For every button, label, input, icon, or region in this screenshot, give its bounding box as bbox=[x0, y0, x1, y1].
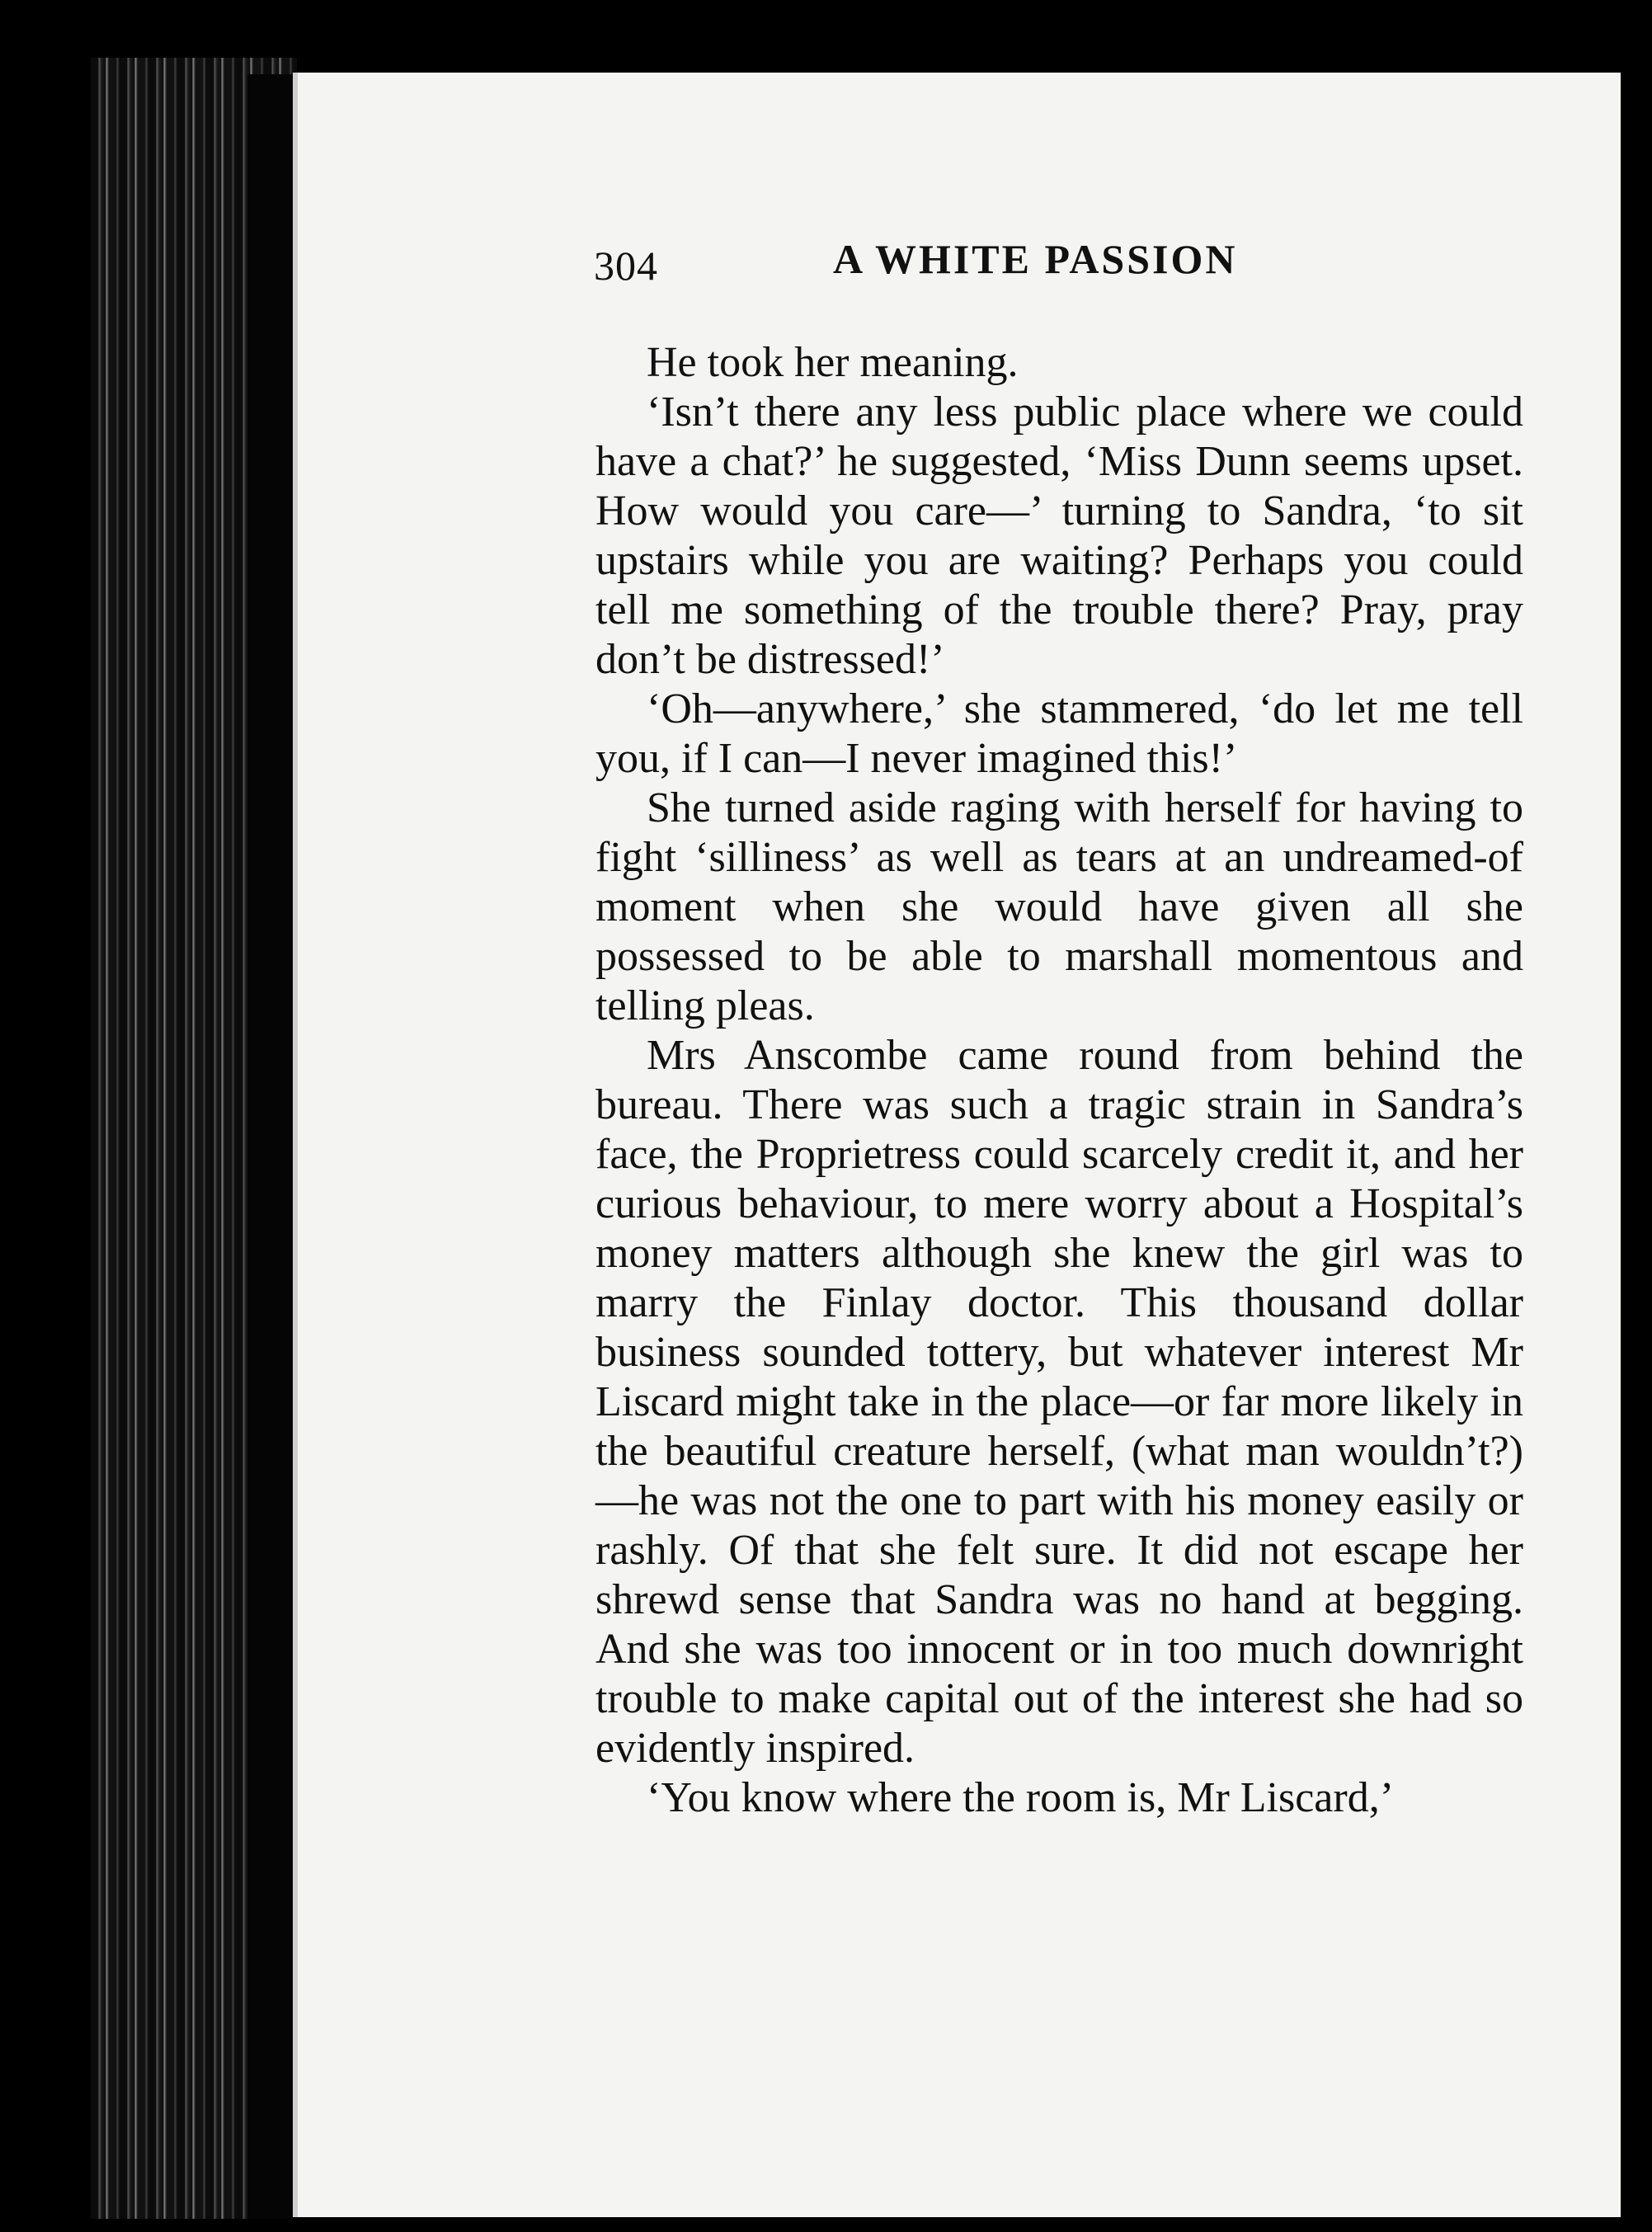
paragraph: ‘Isn’t there any less public place where we could have a chat?’ he suggested, ‘Miss Dunn seems upset. How would you care—’ turning to Sandra, ‘to sit upstairs while you are waiting? Perhaps you could tell me something of the trouble there? Pray, pray don’t be distressed!’ bbox=[595, 388, 1523, 683]
page-edge bbox=[1621, 33, 1652, 2232]
paragraph: She turned aside raging with herself for having to fight ‘silliness’ as well as tears at an undreamed-of moment when she would have given all she possessed to be able to marshall momentous and telling pleas. bbox=[595, 784, 1523, 1029]
spine-shadow bbox=[247, 74, 297, 2219]
paragraph: He took her meaning. bbox=[647, 339, 1019, 386]
running-head bbox=[594, 235, 1320, 301]
paragraph: ‘Oh—anywhere,’ she stammered, ‘do let me tell you, if I can—I never imagined this!’ bbox=[595, 685, 1523, 782]
page-number: 304 bbox=[594, 243, 658, 289]
body-text bbox=[595, 338, 1523, 1823]
running-title: A WHITE PASSION bbox=[833, 236, 1238, 282]
paragraph: ‘You know where the room is, Mr Liscard,’ bbox=[647, 1774, 1395, 1821]
paragraph: Mrs Anscombe came round from behind the bureau. There was such a tragic strain in Sandra’s face, the Proprietress could scarcely credit it, and her curious behaviour, to mere worry about a Hospital’s money matters although she knew the girl was to marry the Finlay doctor. This thousand dollar business sounded tottery, but whatever interest Mr Liscard might take in the place—or far more likely in the beautiful creature herself, (what man wouldn’t?)—he was not the one to part with his money easily or rashly. Of that she felt sure. It did not escape her shrewd sense that Sandra was no hand at begging. And she was too innocent or in too much downright trouble to make capital out of the interest she had so evidently inspired. bbox=[595, 1032, 1523, 1772]
